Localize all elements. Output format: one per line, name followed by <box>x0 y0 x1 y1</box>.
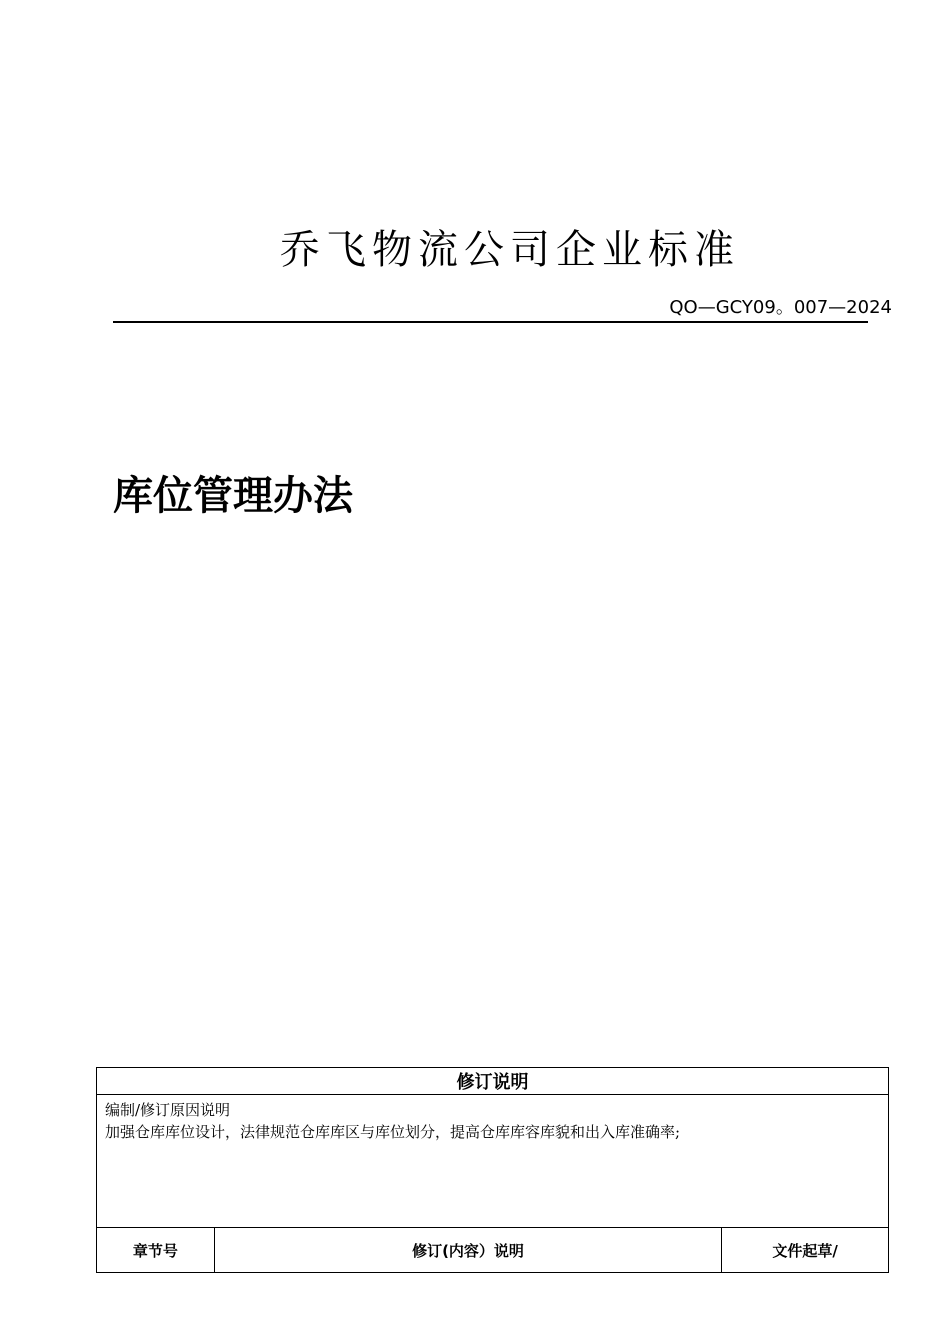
revision-reason-label: 编制/修订原因说明 <box>105 1101 231 1119</box>
revision-heading: 修订说明 <box>97 1068 889 1095</box>
revision-table <box>96 1067 889 1273</box>
column-header-revision-content: 修订(内容）说明 <box>214 1228 721 1273</box>
document-title: 库位管理办法 <box>113 473 353 519</box>
header-divider <box>113 321 868 323</box>
column-header-chapter: 章节号 <box>97 1228 215 1273</box>
revision-reason-cell <box>97 1095 889 1228</box>
column-header-drafter: 文件起草/ <box>722 1228 889 1273</box>
org-standard-title: 乔飞物流公司企业标准 <box>280 227 740 273</box>
revision-reason-text: 加强仓库库位设计，法律规范仓库库区与库位划分，提高仓库库容库貌和出入库准确率; <box>105 1123 681 1141</box>
document-code: QO—GCY09。007—2024 <box>669 297 892 318</box>
